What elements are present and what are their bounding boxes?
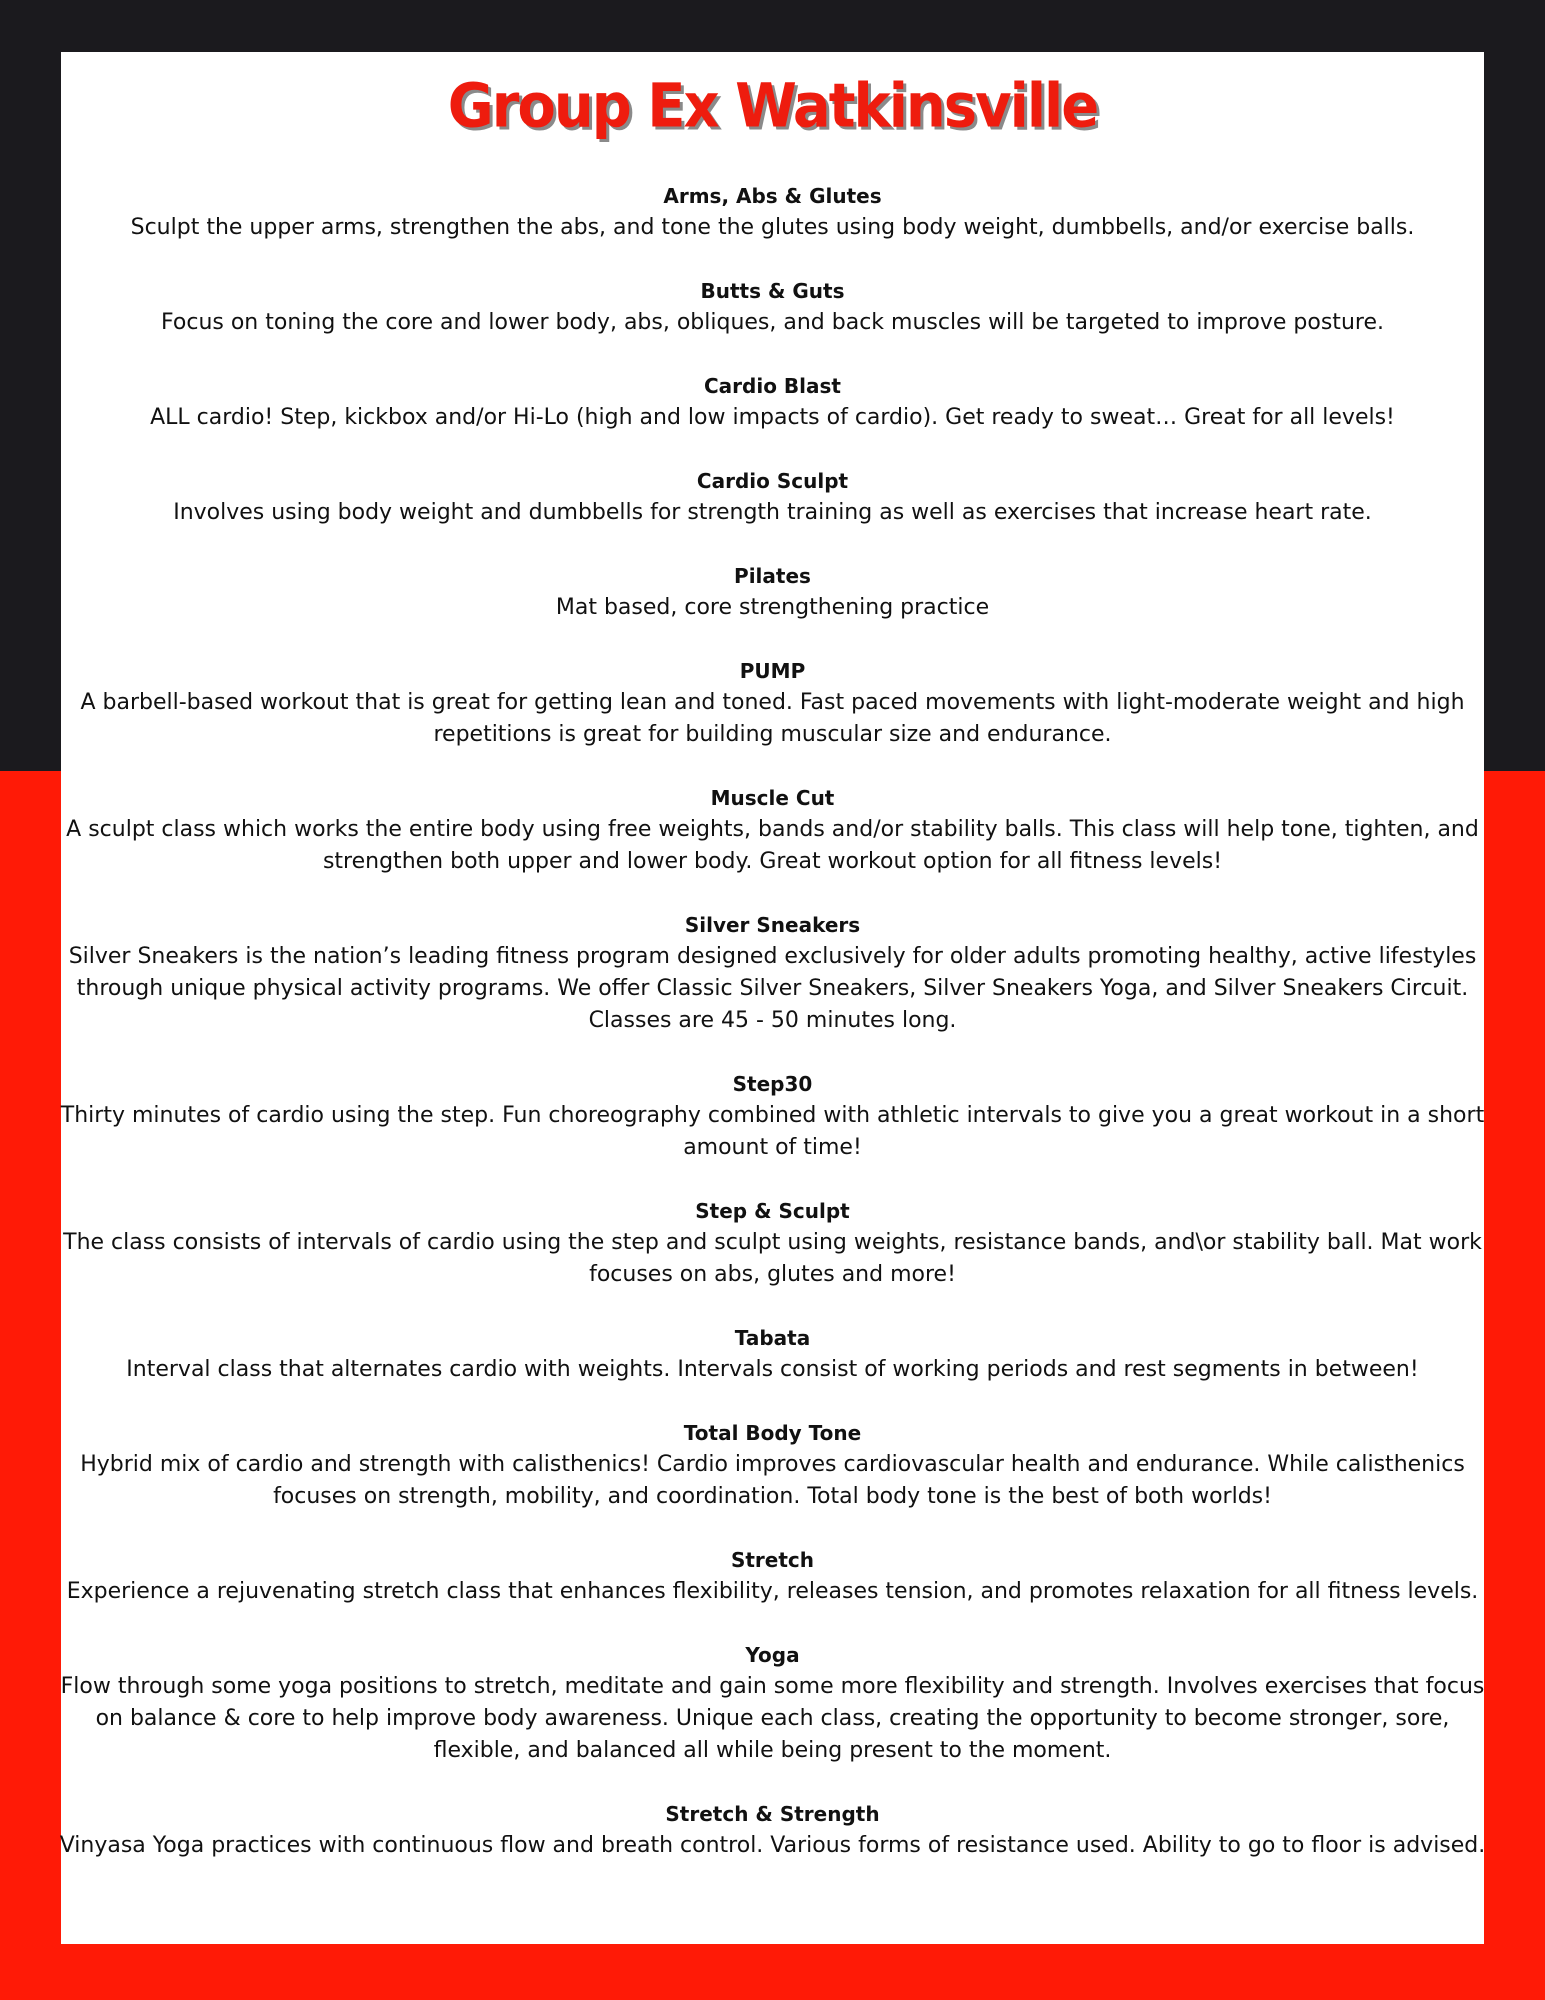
class-description: Mat based, core strengthening practice — [555, 595, 990, 620]
class-entry — [61, 1322, 1484, 1386]
class-name: Step & Sculpt — [695, 1199, 850, 1223]
class-entry — [61, 782, 1484, 878]
class-description: A sculpt class which works the entire body using free weights, bands and/or stability balls. This class will help tone, tighten, and strengthen both upper and lower body. Great workout option for all fitness levels! — [66, 817, 1479, 874]
class-entry — [61, 180, 1484, 244]
class-entry — [61, 1639, 1484, 1767]
class-description: Thirty minutes of cardio using the step. Fun choreography combined with athletic intervals to give you a great workout in a short amount of time! — [60, 1103, 1485, 1160]
class-name: Cardio Blast — [704, 374, 841, 398]
class-description: Flow through some yoga positions to stretch, meditate and gain some more flexibility and strength. Involves exercises that focus on balance & core to help improve body awareness. Unique each class, creating the opportunity to become stronger, sore, flexible, and balanced all while being present to the moment. — [60, 1674, 1485, 1763]
class-name: PUMP — [739, 659, 806, 683]
class-name: Muscle Cut — [710, 786, 835, 810]
class-entry — [61, 465, 1484, 529]
class-description: ALL cardio! Step, kickbox and/or Hi-Lo (high and low impacts of cardio). Get ready to sweat… Great for all levels! — [150, 405, 1395, 430]
class-description: Involves using body weight and dumbbells for strength training as well as exercises that increase heart rate. — [173, 500, 1372, 525]
class-entry — [61, 275, 1484, 339]
class-description: Silver Sneakers is the nation’s leading fitness program designed exclusively for older adults promoting healthy, active lifestyles through unique physical activity programs. We offer Classic Silver Sneakers, Silver Sneakers Yoga, and Silver Sneakers Circuit. Classes are 45 - 50 minutes long. — [68, 944, 1477, 1033]
class-descriptions-sheet — [61, 52, 1484, 1944]
class-name: Silver Sneakers — [684, 913, 861, 937]
class-description: Focus on toning the core and lower body, abs, obliques, and back muscles will be targeted to improve posture. — [161, 310, 1384, 335]
class-entry — [61, 370, 1484, 434]
class-description: Interval class that alternates cardio with weights. Intervals consist of working periods and rest segments in between! — [126, 1357, 1419, 1382]
class-name: Arms, Abs & Glutes — [663, 184, 882, 208]
class-description: The class consists of intervals of cardio using the step and sculpt using weights, resistance bands, and\or stability ball. Mat work focuses on abs, glutes and more! — [63, 1230, 1482, 1287]
class-name: Total Body Tone — [683, 1421, 862, 1445]
class-entry — [61, 655, 1484, 751]
class-description: Hybrid mix of cardio and strength with calisthenics! Cardio improves cardiovascular health and endurance. While calisthenics focuses on strength, mobility, and coordination. Total body tone is the best of both worlds! — [80, 1452, 1465, 1509]
class-name: Pilates — [734, 564, 811, 588]
class-entry — [61, 1195, 1484, 1291]
class-entry — [61, 1417, 1484, 1513]
class-entry — [61, 909, 1484, 1037]
class-entry — [61, 560, 1484, 624]
class-name: Tabata — [734, 1326, 811, 1350]
class-entry — [61, 1544, 1484, 1608]
class-entry — [61, 1068, 1484, 1164]
class-name: Yoga — [745, 1643, 800, 1667]
class-name: Stretch & Strength — [665, 1802, 880, 1826]
page-title: Group Ex Watkinsville — [447, 71, 1098, 142]
class-name: Butts & Guts — [700, 279, 845, 303]
class-name: Stretch — [730, 1548, 815, 1572]
class-description: Sculpt the upper arms, strengthen the abs, and tone the glutes using body weight, dumbbells, and/or exercise balls. — [130, 215, 1415, 240]
class-list — [61, 180, 1484, 1862]
class-description: Experience a rejuvenating stretch class that enhances flexibility, releases tension, and promotes relaxation for all fitness levels. — [66, 1579, 1479, 1604]
class-description: A barbell-based workout that is great for getting lean and toned. Fast paced movements with light-moderate weight and high repetitions is great for building muscular size and endurance. — [80, 690, 1465, 747]
class-name: Step30 — [732, 1072, 813, 1096]
class-entry — [61, 1798, 1484, 1862]
class-description: Vinyasa Yoga practices with continuous flow and breath control. Various forms of resistance used. Ability to go to floor is advised. — [59, 1833, 1486, 1858]
class-name: Cardio Sculpt — [696, 469, 849, 493]
